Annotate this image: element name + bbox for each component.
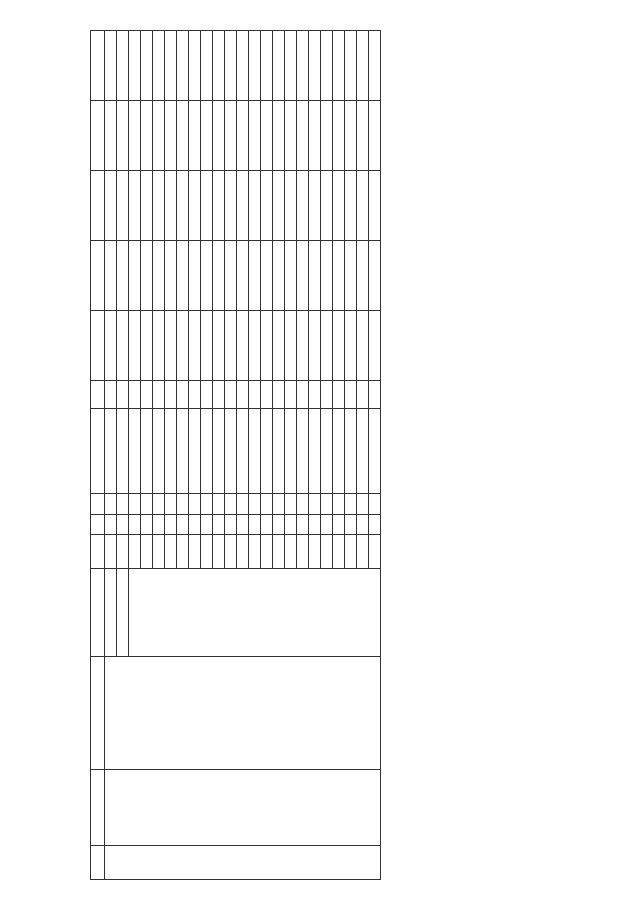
amount-cell xyxy=(309,101,321,171)
table-row xyxy=(105,31,117,880)
amount-cell xyxy=(117,31,129,101)
code-cell xyxy=(213,494,225,514)
amount-cell xyxy=(237,240,249,310)
amount-cell xyxy=(213,101,225,171)
code-cell xyxy=(333,535,345,569)
column-number xyxy=(91,846,105,880)
code-cell xyxy=(273,408,285,494)
amount-cell xyxy=(129,310,141,380)
code-cell xyxy=(129,535,141,569)
amount-cell xyxy=(129,170,141,240)
amount-cell xyxy=(321,170,333,240)
code-cell xyxy=(237,380,249,408)
code-cell xyxy=(237,535,249,569)
amount-cell xyxy=(369,31,381,101)
code-cell xyxy=(165,408,177,494)
code-cell xyxy=(153,494,165,514)
amount-cell xyxy=(321,101,333,171)
code-cell xyxy=(105,408,117,494)
code-cell xyxy=(105,494,117,514)
amount-cell xyxy=(237,170,249,240)
code-cell xyxy=(345,408,357,494)
code-cell xyxy=(321,494,333,514)
column-number xyxy=(91,170,105,240)
code-cell xyxy=(321,408,333,494)
amount-cell xyxy=(213,31,225,101)
code-cell xyxy=(309,514,321,534)
code-cell xyxy=(201,494,213,514)
code-cell xyxy=(249,494,261,514)
code-cell xyxy=(333,494,345,514)
executor-organization xyxy=(129,568,381,656)
amount-cell xyxy=(297,101,309,171)
amount-cell xyxy=(165,170,177,240)
code-cell xyxy=(273,494,285,514)
code-cell xyxy=(189,535,201,569)
code-cell xyxy=(285,494,297,514)
amount-cell xyxy=(141,170,153,240)
code-cell xyxy=(201,535,213,569)
code-cell xyxy=(309,408,321,494)
code-cell xyxy=(141,514,153,534)
code-cell xyxy=(285,380,297,408)
code-cell xyxy=(153,535,165,569)
code-cell xyxy=(117,494,129,514)
code-cell xyxy=(249,514,261,534)
amount-cell xyxy=(105,31,117,101)
code-cell xyxy=(369,380,381,408)
amount-cell xyxy=(357,240,369,310)
amount-cell xyxy=(177,310,189,380)
amount-cell xyxy=(165,101,177,171)
column-number-row xyxy=(91,31,105,880)
amount-cell xyxy=(225,170,237,240)
amount-cell xyxy=(225,240,237,310)
amount-cell xyxy=(345,310,357,380)
code-cell xyxy=(105,535,117,569)
amount-cell xyxy=(273,170,285,240)
amount-cell xyxy=(309,31,321,101)
amount-cell xyxy=(357,101,369,171)
amount-cell xyxy=(201,31,213,101)
amount-cell xyxy=(333,310,345,380)
code-cell xyxy=(345,494,357,514)
amount-cell xyxy=(249,31,261,101)
code-cell xyxy=(297,380,309,408)
executor-including xyxy=(117,568,129,656)
code-cell xyxy=(117,408,129,494)
code-cell xyxy=(165,514,177,534)
amount-cell xyxy=(321,310,333,380)
amount-cell xyxy=(189,310,201,380)
code-cell xyxy=(285,535,297,569)
amount-cell xyxy=(333,31,345,101)
code-cell xyxy=(225,408,237,494)
code-cell xyxy=(213,380,225,408)
code-cell xyxy=(357,535,369,569)
amount-cell xyxy=(201,310,213,380)
column-number xyxy=(91,408,105,494)
amount-cell xyxy=(153,31,165,101)
code-cell xyxy=(357,514,369,534)
rotated-table-wrapper xyxy=(90,30,520,880)
code-cell xyxy=(177,380,189,408)
amount-cell xyxy=(345,31,357,101)
code-cell xyxy=(141,494,153,514)
code-cell xyxy=(189,494,201,514)
code-cell xyxy=(309,535,321,569)
amount-cell xyxy=(261,170,273,240)
code-cell xyxy=(129,514,141,534)
amount-cell xyxy=(141,310,153,380)
amount-cell xyxy=(141,101,153,171)
amount-cell xyxy=(285,240,297,310)
code-cell xyxy=(285,408,297,494)
code-cell xyxy=(357,494,369,514)
amount-cell xyxy=(345,240,357,310)
code-cell xyxy=(165,380,177,408)
amount-cell xyxy=(165,240,177,310)
column-number xyxy=(91,656,105,769)
column-number xyxy=(91,494,105,514)
amount-cell xyxy=(213,170,225,240)
code-cell xyxy=(213,408,225,494)
code-cell xyxy=(201,514,213,534)
code-cell xyxy=(177,408,189,494)
amount-cell xyxy=(273,310,285,380)
code-cell xyxy=(105,380,117,408)
amount-cell xyxy=(321,240,333,310)
amount-cell xyxy=(369,101,381,171)
code-cell xyxy=(225,380,237,408)
code-cell xyxy=(261,514,273,534)
amount-cell xyxy=(297,310,309,380)
code-cell xyxy=(153,408,165,494)
code-cell xyxy=(321,535,333,569)
column-number xyxy=(91,380,105,408)
amount-cell xyxy=(261,310,273,380)
amount-cell xyxy=(117,170,129,240)
code-cell xyxy=(117,514,129,534)
amount-cell xyxy=(105,240,117,310)
amount-cell xyxy=(201,240,213,310)
amount-cell xyxy=(273,240,285,310)
column-number xyxy=(91,101,105,171)
amount-cell xyxy=(117,310,129,380)
code-cell xyxy=(357,380,369,408)
code-cell xyxy=(141,408,153,494)
amount-cell xyxy=(297,240,309,310)
amount-cell xyxy=(141,31,153,101)
item-number xyxy=(105,846,381,880)
code-cell xyxy=(249,408,261,494)
code-cell xyxy=(309,380,321,408)
amount-cell xyxy=(249,240,261,310)
amount-cell xyxy=(177,240,189,310)
code-cell xyxy=(297,408,309,494)
amount-cell xyxy=(225,101,237,171)
code-cell xyxy=(237,494,249,514)
code-cell xyxy=(177,514,189,534)
amount-cell xyxy=(321,31,333,101)
code-cell xyxy=(285,514,297,534)
code-cell xyxy=(261,494,273,514)
code-cell xyxy=(309,494,321,514)
code-cell xyxy=(333,408,345,494)
code-cell xyxy=(237,514,249,534)
code-cell xyxy=(345,380,357,408)
amount-cell xyxy=(345,170,357,240)
amount-cell xyxy=(129,101,141,171)
amount-cell xyxy=(369,170,381,240)
amount-cell xyxy=(357,31,369,101)
amount-cell xyxy=(285,101,297,171)
amount-cell xyxy=(201,170,213,240)
amount-cell xyxy=(333,170,345,240)
amount-cell xyxy=(285,310,297,380)
code-cell xyxy=(369,535,381,569)
code-cell xyxy=(165,494,177,514)
code-cell xyxy=(177,535,189,569)
amount-cell xyxy=(309,310,321,380)
code-cell xyxy=(177,494,189,514)
code-cell xyxy=(189,514,201,534)
amount-cell xyxy=(225,310,237,380)
amount-cell xyxy=(153,101,165,171)
amount-cell xyxy=(249,310,261,380)
amount-cell xyxy=(357,170,369,240)
amount-cell xyxy=(177,101,189,171)
amount-cell xyxy=(129,31,141,101)
code-cell xyxy=(273,535,285,569)
amount-cell xyxy=(285,170,297,240)
code-cell xyxy=(201,408,213,494)
code-cell xyxy=(297,494,309,514)
column-number xyxy=(91,769,105,846)
code-cell xyxy=(333,514,345,534)
amount-cell xyxy=(189,31,201,101)
code-cell xyxy=(153,380,165,408)
column-number xyxy=(91,240,105,310)
amount-cell xyxy=(369,310,381,380)
code-cell xyxy=(117,380,129,408)
code-cell xyxy=(261,380,273,408)
amount-cell xyxy=(213,310,225,380)
column-number xyxy=(91,568,105,656)
code-cell xyxy=(141,535,153,569)
amount-cell xyxy=(261,240,273,310)
code-cell xyxy=(237,408,249,494)
code-cell xyxy=(249,380,261,408)
code-cell xyxy=(129,408,141,494)
amount-cell xyxy=(213,240,225,310)
amount-cell xyxy=(237,31,249,101)
code-cell xyxy=(369,408,381,494)
column-number xyxy=(91,310,105,380)
column-number xyxy=(91,514,105,534)
amount-cell xyxy=(273,101,285,171)
code-cell xyxy=(225,514,237,534)
code-cell xyxy=(213,514,225,534)
amount-cell xyxy=(105,310,117,380)
amount-cell xyxy=(189,240,201,310)
amount-cell xyxy=(297,31,309,101)
code-cell xyxy=(189,408,201,494)
code-cell xyxy=(213,535,225,569)
amount-cell xyxy=(189,101,201,171)
amount-cell xyxy=(297,170,309,240)
amount-cell xyxy=(117,101,129,171)
code-cell xyxy=(333,380,345,408)
amount-cell xyxy=(237,101,249,171)
amount-cell xyxy=(345,101,357,171)
code-cell xyxy=(273,514,285,534)
column-number xyxy=(91,535,105,569)
amount-cell xyxy=(153,170,165,240)
code-cell xyxy=(225,535,237,569)
code-cell xyxy=(117,535,129,569)
amount-cell xyxy=(333,240,345,310)
amount-cell xyxy=(153,240,165,310)
amount-cell xyxy=(141,240,153,310)
amount-cell xyxy=(285,31,297,101)
amount-cell xyxy=(165,310,177,380)
code-cell xyxy=(321,514,333,534)
activity-name xyxy=(105,656,381,769)
code-cell xyxy=(261,408,273,494)
amount-cell xyxy=(273,31,285,101)
code-cell xyxy=(369,514,381,534)
amount-cell xyxy=(201,101,213,171)
budget-table xyxy=(90,30,381,880)
amount-cell xyxy=(333,101,345,171)
code-cell xyxy=(345,514,357,534)
amount-cell xyxy=(249,170,261,240)
amount-cell xyxy=(153,310,165,380)
code-cell xyxy=(165,535,177,569)
code-cell xyxy=(225,494,237,514)
amount-cell xyxy=(189,170,201,240)
code-cell xyxy=(261,535,273,569)
code-cell xyxy=(105,514,117,534)
amount-cell xyxy=(261,31,273,101)
code-cell xyxy=(297,535,309,569)
amount-cell xyxy=(105,170,117,240)
amount-cell xyxy=(357,310,369,380)
amount-cell xyxy=(249,101,261,171)
amount-cell xyxy=(105,101,117,171)
amount-cell xyxy=(309,240,321,310)
amount-cell xyxy=(129,240,141,310)
code-cell xyxy=(297,514,309,534)
code-cell xyxy=(129,380,141,408)
code-cell xyxy=(249,535,261,569)
column-number xyxy=(91,31,105,101)
code-cell xyxy=(201,380,213,408)
amount-cell xyxy=(369,240,381,310)
code-cell xyxy=(369,494,381,514)
amount-cell xyxy=(309,170,321,240)
code-cell xyxy=(153,514,165,534)
code-cell xyxy=(357,408,369,494)
activity-kind xyxy=(105,769,381,846)
code-cell xyxy=(273,380,285,408)
code-cell xyxy=(345,535,357,569)
amount-cell xyxy=(117,240,129,310)
code-cell xyxy=(129,494,141,514)
code-cell xyxy=(189,380,201,408)
code-cell xyxy=(141,380,153,408)
amount-cell xyxy=(165,31,177,101)
amount-cell xyxy=(237,310,249,380)
code-cell xyxy=(321,380,333,408)
executor-total xyxy=(105,568,117,656)
amount-cell xyxy=(261,101,273,171)
amount-cell xyxy=(177,31,189,101)
amount-cell xyxy=(177,170,189,240)
amount-cell xyxy=(225,31,237,101)
